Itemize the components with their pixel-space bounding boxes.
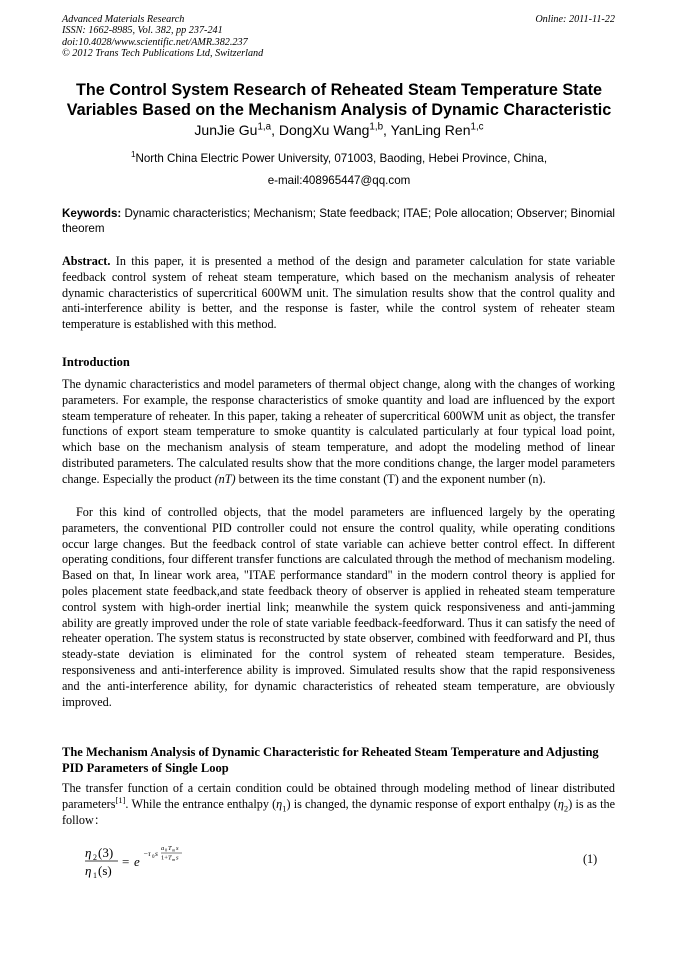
- eta1-sub: 1: [282, 803, 287, 814]
- eq-denominator-symbol: η: [85, 863, 92, 878]
- eta2-sub: 2: [563, 803, 569, 814]
- affiliation-mark: 1: [130, 150, 136, 160]
- eq-exp-lead: −τ: [143, 849, 151, 858]
- eq-exp-num-rest: T: [168, 845, 172, 852]
- eq-exp-lead-var: s: [155, 849, 158, 858]
- section-heading-mechanism: The Mechanism Analysis of Dynamic Characteristic for Reheated Steam Temperature and Adjusting PID Parameters of Single Loop: [62, 745, 599, 775]
- author-name: YanLing Ren: [390, 122, 471, 138]
- eq-exp-num-sub: 0: [165, 847, 168, 853]
- eq-numerator-sub: 2: [93, 853, 97, 862]
- eq-numerator-symbol: η: [85, 845, 92, 860]
- eq-numerator-arg: (3): [98, 845, 114, 860]
- eq-exp-num: a: [161, 845, 165, 852]
- author-list: [40, 121, 638, 139]
- author-affil-mark: 1,b: [369, 121, 384, 133]
- paragraph-text: ) is changed, the dynamic response of export enthalpy (: [286, 796, 558, 811]
- abstract: [62, 254, 615, 333]
- journal-name: Advanced Materials Research: [62, 14, 185, 25]
- intro-paragraph-2: For this kind of controlled objects, that the model parameters are influenced largely by the operating parameters, the conventional PID controller could not ensure the control quality, while operating conditions occur large changes. But the feedback control of state variable can achieve better control effect. In different operating conditions, four different transfer functions are calculated through the method of mechanism modeling. Based on that, In linear work area, "ITAE performance standard" in the modern control theory is applied for poles placement state feedback,and state feedback theory of observer is applied in reheated steam temperature control system with high-order inertial link; meanwhile the system quick responsiveness and anti-jamming ability are greatly improved under the role of state variable feedback-feedforward. Thus it can satisfy the need of reheater operation. The system status is reconstructed by state observer, combined with feedforward and PI, thus steady-state deviation is eliminated for the control system of reheated steam temperature. Besides, responsiveness and anti-interference ability is improved. Simulated results show that the rapid responsiveness and the anti-interference ability, for dynamic characteristics of reheated steam temperature, are obviously improved.: [62, 505, 615, 709]
- author-email: e-mail:408965447@qq.com: [267, 174, 411, 187]
- equation-1: [85, 840, 285, 880]
- copyright-line: © 2012 Trans Tech Publications Ltd, Switzerland: [62, 47, 264, 59]
- issn-line: ISSN: 1662-8985, Vol. 382, pp 237-241: [62, 25, 223, 37]
- paper-title: [40, 80, 638, 120]
- eq-base: e: [134, 854, 140, 869]
- equation-number: (1): [583, 852, 598, 866]
- running-header: [62, 14, 615, 59]
- paragraph-text: ) is as the follow：: [62, 796, 615, 827]
- eq-exp-den: T: [168, 854, 172, 862]
- eq-equals: =: [122, 854, 130, 869]
- keywords: [62, 206, 615, 236]
- nt-product-symbol: (nT): [214, 471, 236, 486]
- eq-exp-lead-sub: 0: [152, 855, 155, 860]
- eq-exp-num-var: s: [176, 845, 179, 852]
- abstract-text: In this paper, it is presented a method of the design and parameter calculation for state variable feedback control system of reheat steam temperature, which based on the mechanism analysis of reheater dynamic characteristics of supercritical 600WM unit. The simulation results show that the control quality and anti-interference ability is better, and the response is faster, while the control system of reheater steam temperature is established with this method.: [62, 254, 615, 332]
- paragraph-text: The transfer function of a certain condition could be obtained through modeling method of linear distributed parameters: [62, 781, 615, 811]
- author-name: DongXu Wang: [278, 122, 370, 138]
- eta1-symbol: η: [276, 796, 283, 811]
- paragraph-text: between its the time constant (T) and the exponent number (n).: [235, 471, 546, 486]
- eq-denominator-arg: (s): [98, 863, 112, 878]
- keywords-text: Dynamic characteristics; Mechanism; State feedback; ITAE; Pole allocation; Observer; Binomial theorem: [62, 207, 615, 235]
- author-affil-mark: 1,c: [470, 121, 484, 133]
- paragraph-text: . While the entrance enthalpy (: [125, 796, 277, 811]
- online-date: Online: 2011-11-22: [535, 14, 615, 25]
- author-affil-mark: 1,a: [257, 121, 272, 133]
- eta2-symbol: η: [557, 796, 564, 811]
- author-name: JunJie Gu: [194, 122, 258, 138]
- paragraph-text: The dynamic characteristics and model parameters of thermal object change, along with the changes of working parameters. For example, the response characteristics of smoke quantity and load are influenced by the export steam temperature of reheater. In this paper, taking a reheater of supercritical 600WM unit as object, the transfer functions of export steam temperature to smoke quantity is calculated particularly at four typical load point, which base on the mechanism analysis of steam temperature, and adopt the modeling method of linear distributed parameters. The calculated results show that the more conditions change, the larger model parameters change. Especially the product: [62, 377, 615, 486]
- eq-denominator-sub: 1: [93, 871, 97, 880]
- eq-exp-den-var: s: [176, 854, 179, 862]
- intro-paragraph-1: [62, 377, 615, 488]
- citation-ref: [1]: [115, 794, 126, 805]
- eq-exp-num-rest-sub: m: [172, 847, 176, 853]
- abstract-label: Abstract.: [62, 254, 111, 268]
- keywords-label: Keywords:: [62, 207, 122, 220]
- affiliation: [40, 148, 638, 192]
- title-line-2: Variables Based on the Mechanism Analysis of Dynamic Characteristic: [66, 101, 612, 119]
- eq-exp-den-sub: m: [172, 857, 176, 862]
- title-line-1: The Control System Research of Reheated Steam Temperature State: [76, 81, 602, 99]
- doi-line: doi:10.4028/www.scientific.net/AMR.382.237: [62, 36, 248, 48]
- author-separator: ,: [383, 122, 391, 138]
- affiliation-text: North China Electric Power University, 071003, Baoding, Hebei Province, China,: [135, 152, 548, 165]
- eq-exp-den-one: 1+: [161, 854, 168, 862]
- section-heading-introduction: Introduction: [62, 355, 130, 369]
- mechanism-paragraph-1: [62, 781, 615, 828]
- author-separator: ,: [271, 122, 279, 138]
